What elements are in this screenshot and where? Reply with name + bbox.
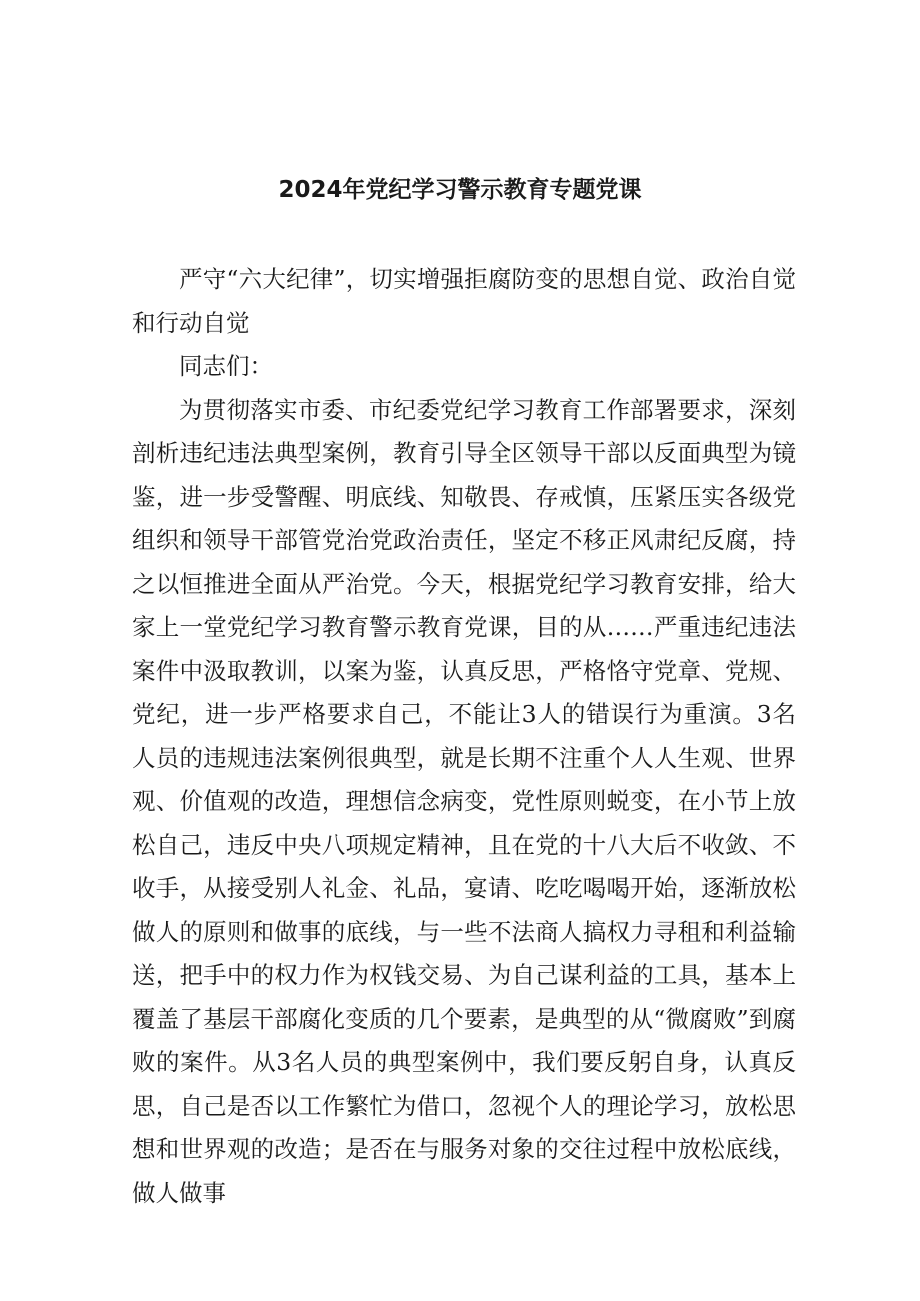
document-body (132, 258, 796, 1215)
document-subtitle: 严守“六大纪律”，切实增强拒腐防变的思想自觉、政治自觉和行动自觉 (132, 265, 796, 337)
salutation: 同志们： (179, 352, 273, 380)
document-title: 2024年党纪学习警示教育专题党课 (278, 177, 642, 203)
body-paragraph: 为贯彻落实市委、市纪委党纪学习教育工作部署要求，深刻剖析违纪违法典型案例，教育引导全区领导干部以反面典型为镜鉴，进一步受警醒、明底线、知敬畏、存戒慎，压紧压实各级党组织和领导干部管党治党政治责任，坚定不移正风肃纪反腐，持之以恒推进全面从严治党。今天，根据党纪学习教育安排，给大家上一堂党纪学习教育警示教育党课，目的从……严重违纪违法案件中汲取教训，以案为鉴，认真反思，严格恪守党章、党规、党纪，进一步严格要求自己，不能让3人的错误行为重演。3名人员的违规违法案例很典型，就是长期不注重个人人生观、世界观、价值观的改造，理想信念病变，党性原则蜕变，在小节上放松自己，违反中央八项规定精神，且在党的十八大后不收敛、不收手，从接受别人礼金、礼品，宴请、吃吃喝喝开始，逐渐放松做人的原则和做事的底线，与一些不法商人搞权力寻租和利益输送，把手中的权力作为权钱交易、为自己谋利益的工具，基本上覆盖了基层干部腐化变质的几个要素，是典型的从“微腐败”到腐败的案件。从3名人员的典型案例中，我们要反躬自身，认真反思，自己是否以工作繁忙为借口，忽视个人的理论学习，放松思想和世界观的改造；是否在与服务对象的交往过程中放松底线，做人做事 (132, 395, 796, 1207)
